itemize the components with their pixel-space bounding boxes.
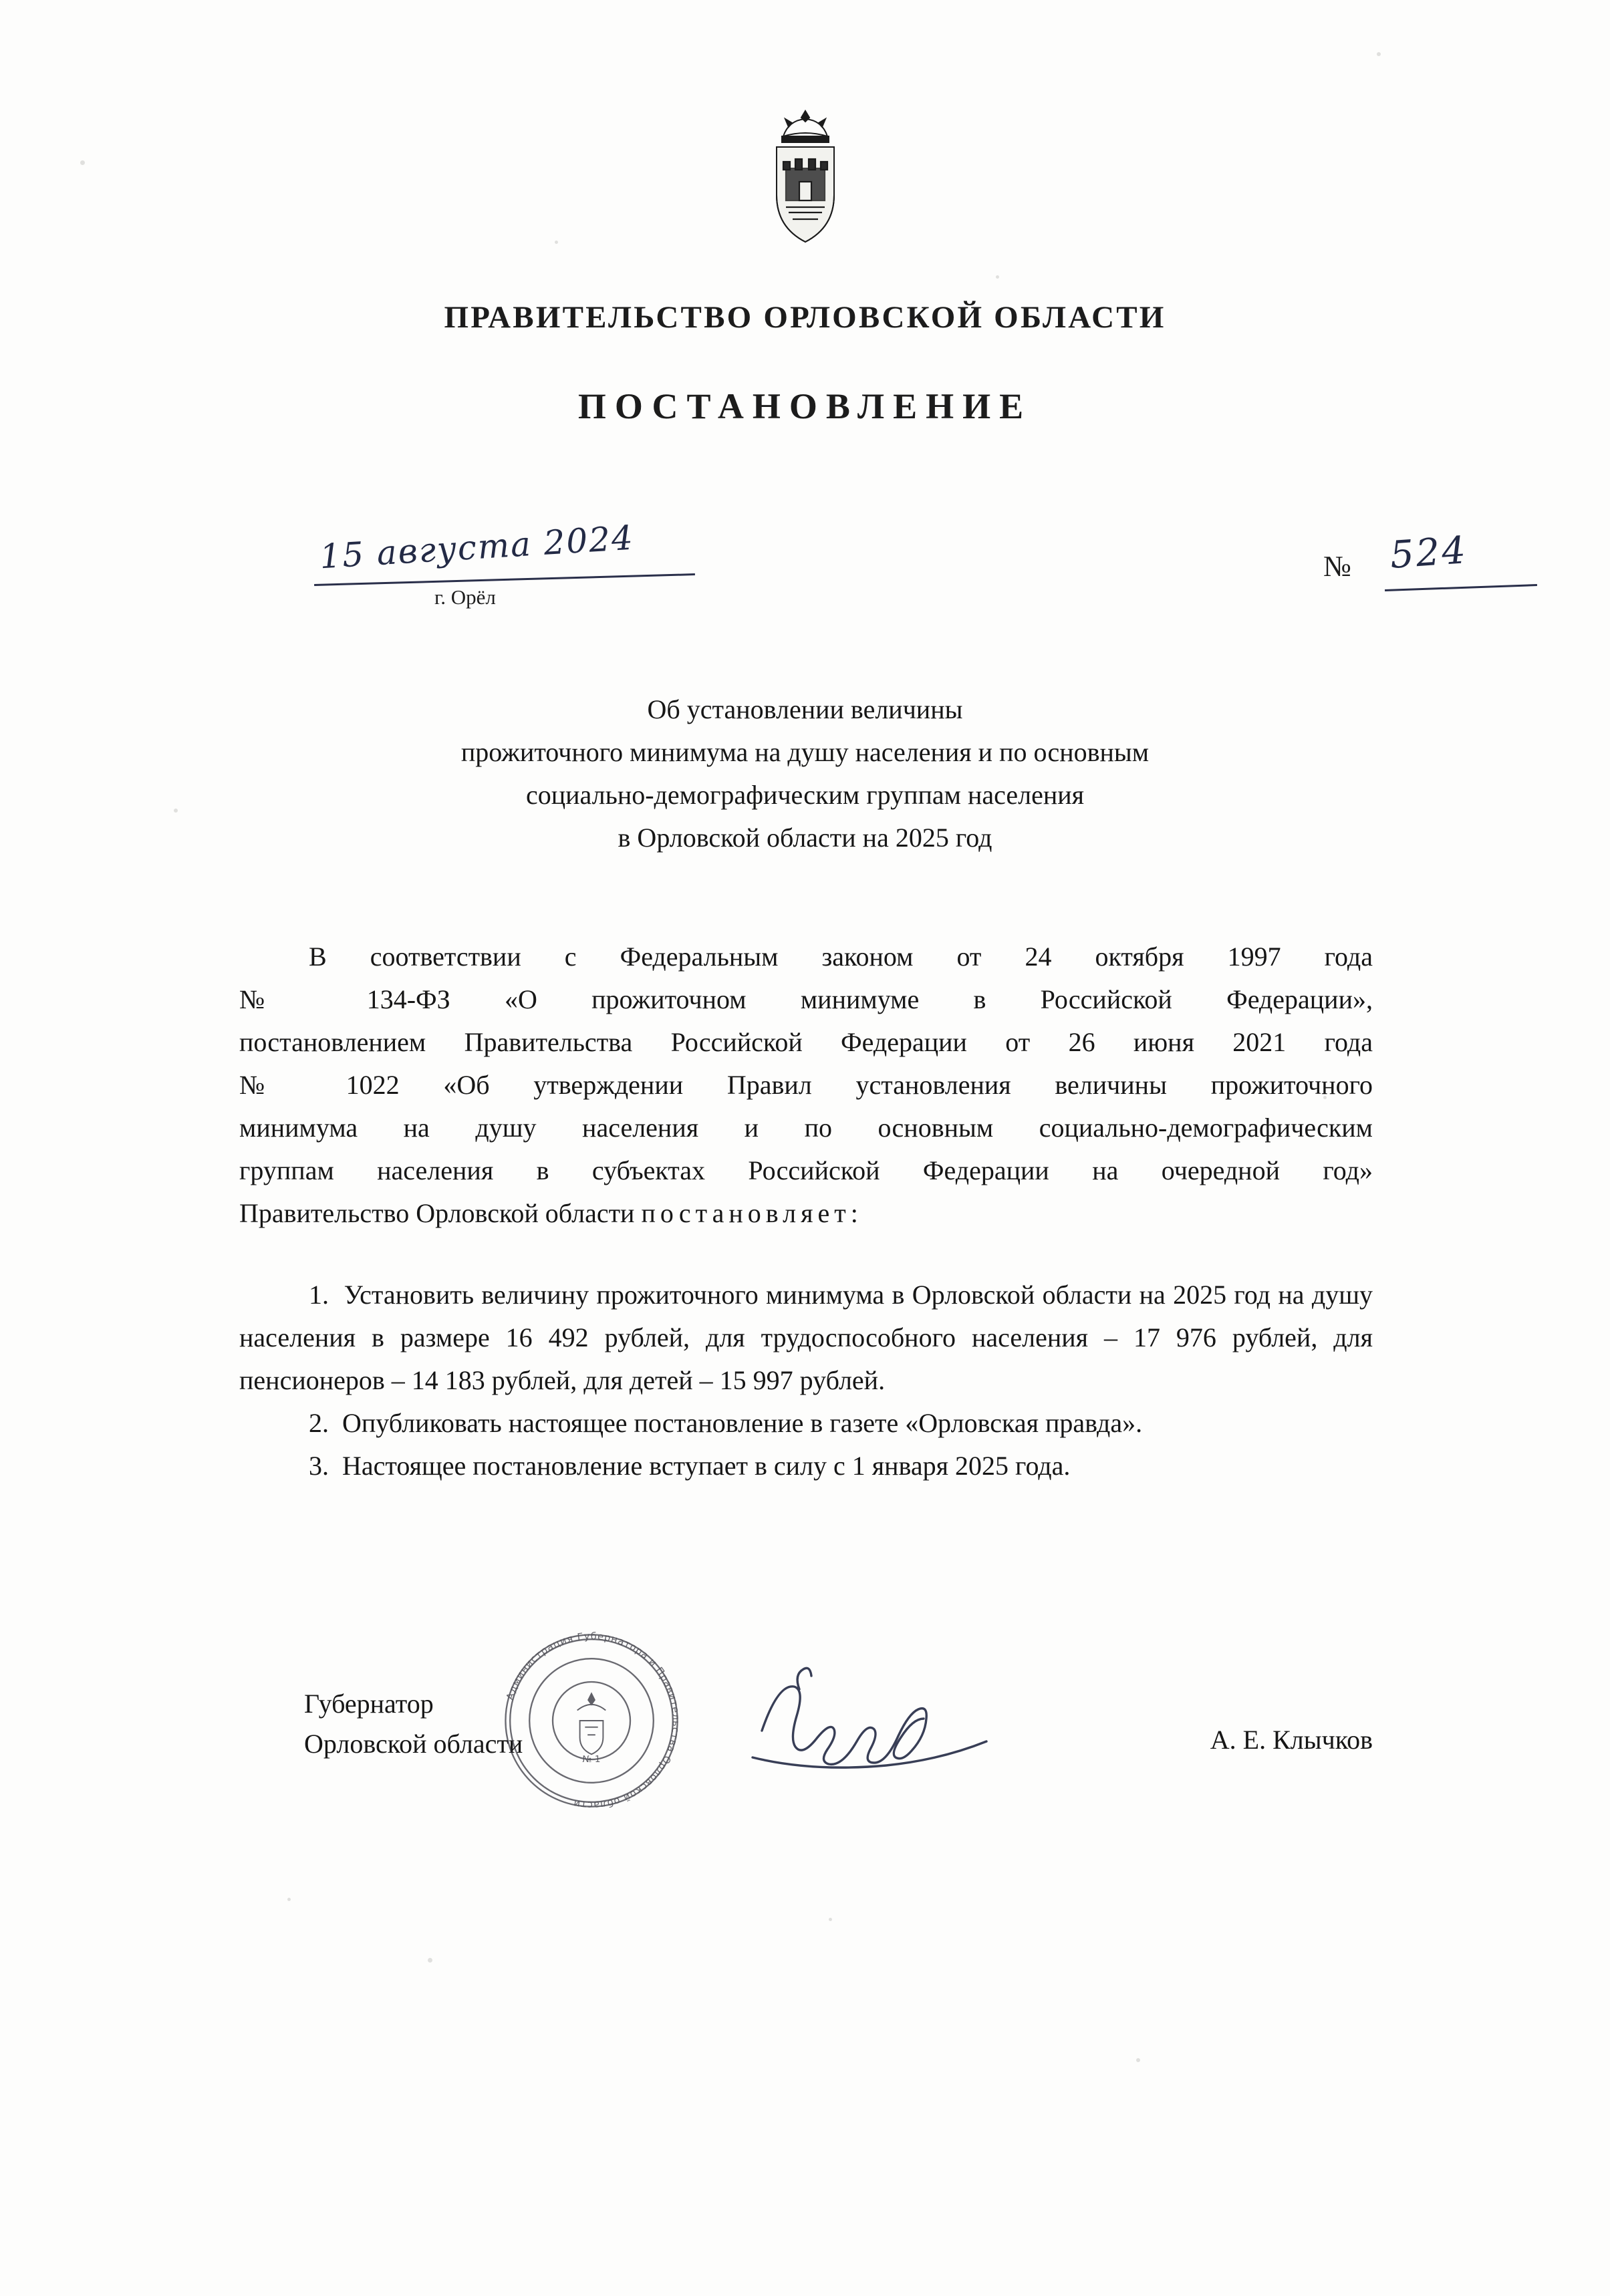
coat-of-arms-icon bbox=[0, 107, 1610, 261]
list-item bbox=[239, 1402, 1373, 1445]
preamble-closing bbox=[239, 1192, 1373, 1235]
number-label: № bbox=[1323, 550, 1351, 583]
item-number: 3. bbox=[309, 1451, 329, 1481]
list-item bbox=[239, 1274, 1373, 1402]
item-text: Настоящее постановление вступает в силу с 1 января 2025 года. bbox=[342, 1451, 1071, 1481]
preamble-line: № 134-ФЗ «О прожиточном минимуме в Российской Федерации», bbox=[239, 984, 1373, 1014]
postanovlyaet-word: постановляет: bbox=[641, 1198, 863, 1228]
city-label: г. Орёл bbox=[434, 585, 496, 609]
preamble-line: В соответствии с Федеральным законом от 24 октября 1997 года bbox=[309, 942, 1373, 972]
number-underline bbox=[1385, 584, 1537, 591]
subject-line: социально-демографическим группам населения bbox=[525, 780, 1085, 810]
scan-speckle bbox=[996, 275, 999, 279]
item-number: 1. bbox=[309, 1280, 329, 1310]
subject-line: прожиточного минимума на душу населения и по основным bbox=[460, 737, 1150, 767]
preamble-line: постановлением Правительства Российской Федерации от 26 июня 2021 года bbox=[239, 1027, 1373, 1057]
list-item bbox=[239, 1445, 1373, 1487]
scan-speckle bbox=[428, 1958, 432, 1963]
document-subject bbox=[0, 688, 1610, 859]
item-number: 2. bbox=[309, 1408, 329, 1438]
preamble-line: минимума на душу населения и по основным социально-демографическим bbox=[239, 1113, 1373, 1143]
signature-name: А. Е. Клычков bbox=[1210, 1725, 1373, 1755]
document-type-heading: ПОСТАНОВЛЕНИЕ bbox=[577, 386, 1033, 426]
item-text: Опубликовать настоящее постановление в газете «Орловская правда». bbox=[342, 1408, 1143, 1438]
document-body bbox=[239, 936, 1373, 1487]
handwritten-number: 524 bbox=[1388, 529, 1470, 577]
subject-line: Об установлении величины bbox=[647, 694, 963, 724]
official-stamp bbox=[495, 1624, 688, 1818]
item-text: Установить величину прожиточного минимума в Орловской области на 2025 год на душу населения в размере 16 492 рублей, для трудоспособного населения – 17 976 рублей, для пенсионеров – 14 183 рублей, для детей – 15 997 рублей. bbox=[239, 1280, 1373, 1395]
scan-speckle bbox=[1377, 52, 1381, 56]
date-underline bbox=[314, 573, 695, 586]
preamble-line: группам населения в субъектах Российской Федерации на очередной год» bbox=[239, 1155, 1373, 1185]
date-block bbox=[314, 518, 782, 609]
subject-line: в Орловской области на 2025 год bbox=[618, 823, 992, 853]
scan-speckle bbox=[287, 1898, 291, 1901]
page-title: ПРАВИТЕЛЬСТВО ОРЛОВСКОЙ ОБЛАСТИ bbox=[444, 300, 1166, 335]
preamble-closing-prefix: Правительство Орловской области bbox=[239, 1198, 642, 1228]
scan-speckle bbox=[1136, 2058, 1140, 2062]
handwritten-signature bbox=[735, 1630, 1016, 1804]
signature-position bbox=[304, 1684, 523, 1764]
handwritten-date: 15 августа 2024 bbox=[318, 518, 636, 577]
signature-position-line: Орловской области bbox=[304, 1729, 523, 1759]
preamble-line: № 1022 «Об утверждении Правил установления величины прожиточного bbox=[239, 1070, 1373, 1100]
stamp-number: № 1 bbox=[582, 1753, 601, 1765]
scan-speckle bbox=[829, 1918, 832, 1921]
signature-position-line: Губернатор bbox=[304, 1689, 434, 1719]
svg-text:Администрация Губернатора и Пр: Администрация Губернатора и Правительства Орловской области bbox=[505, 1631, 681, 1810]
